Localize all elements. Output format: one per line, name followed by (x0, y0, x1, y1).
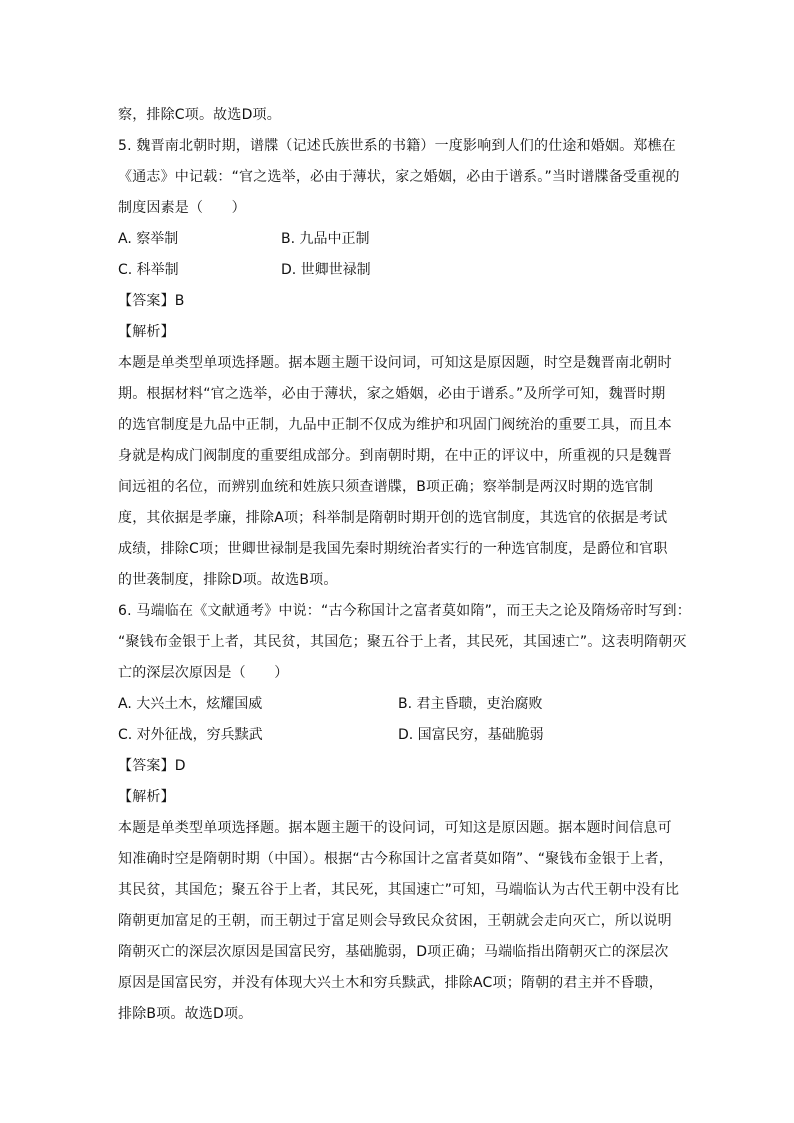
question-6-stem-line-2: “聚钱布金银于上者，其民贫，其国危；聚五谷于上者，其民死，其国速亡”。这表明隋朝灭 (118, 634, 687, 650)
question-5-stem-line-2: 《通志》中记载：“官之选举，必由于薄状，家之婚姻，必由于谱系。”当时谱牒备受重视的 (118, 169, 680, 185)
analysis-line: 的选官制度是九品中正制，九品中正制不仅成为维护和巩固门阀统治的重要工具，而且本 (118, 417, 672, 433)
analysis-line: 其民贫，其国危；聚五谷于上者，其民死，其国速亡”可知，马端临认为古代王朝中没有比 (118, 882, 680, 898)
question-6-options-row-2 (118, 720, 678, 751)
option-a: A. 察举制 (118, 231, 179, 247)
question-5-analysis-label: 【解析】 (118, 324, 175, 340)
option-b: B. 九品中正制 (281, 231, 370, 247)
analysis-line: 期。根据材料“官之选举，必由于薄状，家之婚姻，必由于谱系。”及所学可知，魏晋时期 (118, 386, 666, 402)
analysis-line: 的世袭制度，排除D项。故选B项。 (118, 572, 338, 588)
question-5-stem-line-1: 5. 魏晋南北朝时期，谱牒（记述氏族世系的书籍）一度影响到人们的仕途和婚姻。郑樵在 (118, 138, 677, 154)
question-6-stem-line-1: 6. 马端临在《文献通考》中说：“古今称国计之富者莫如隋”，而王夫之论及隋炀帝时写到： (118, 603, 691, 619)
option-d: D. 世卿世禄制 (281, 262, 371, 278)
question-5 (118, 131, 678, 596)
option-d: D. 国富民穷，基础脆弱 (398, 727, 544, 743)
question-5-options-row-1 (118, 224, 678, 255)
analysis-line: 本题是单类型单项选择题。据本题主题干设问词，可知这是原因题，时空是魏晋南北朝时 (118, 355, 672, 371)
option-b: B. 君主昏聩，吏治腐败 (398, 696, 543, 712)
question-6-analysis-label: 【解析】 (118, 789, 175, 805)
document-page (118, 100, 691, 1030)
analysis-line: 身就是构成门阀制度的重要组成部分。到南朝时期，在中正的评议中，所重视的只是魏晋 (118, 448, 672, 464)
question-6 (118, 596, 691, 1030)
question-5-stem-line-3: 制度因素是（ ） (118, 200, 246, 216)
analysis-line: 本题是单类型单项选择题。据本题主题干的设问词，可知这是原因题。据本题时间信息可 (118, 820, 672, 836)
question-6-stem-line-3: 亡的深层次原因是（ ） (118, 665, 289, 681)
analysis-line: 排除B项。故选D项。 (118, 1006, 253, 1022)
question-6-answer: 【答案】D (118, 758, 186, 774)
analysis-line: 知准确时空是隋朝时期（中国）。根据“古今称国计之富者莫如隋”、“聚钱布金银于上者， (118, 851, 673, 867)
analysis-line: 隋朝更加富足的王朝，而王朝过于富足则会导致民众贫困，王朝就会走向灭亡，所以说明 (118, 913, 672, 929)
question-6-options-row-1 (118, 689, 678, 720)
analysis-line: 间远祖的名位，而辨别血统和姓族只须查谱牒，B项正确；察举制是两汉时期的选官制 (118, 479, 654, 495)
question-5-answer: 【答案】B (118, 293, 185, 309)
analysis-line: 原因是国富民穷，并没有体现大兴土木和穷兵黩武，排除AC项；隋朝的君主并不昏聩， (118, 975, 663, 991)
analysis-line: 成绩，排除C项；世卿世禄制是我国先秦时期统治者实行的一种选官制度，是爵位和官职 (118, 541, 668, 557)
analysis-line: 度，其依据是孝廉，排除A项；科举制是隋朝时期开创的选官制度，其选官的依据是考试 (118, 510, 668, 526)
option-a: A. 大兴土木，炫耀国威 (118, 696, 263, 712)
analysis-line: 隋朝灭亡的深层次原因是国富民穷，基础脆弱，D项正确；马端临指出隋朝灭亡的深层次 (118, 944, 669, 960)
option-c: C. 科举制 (118, 262, 179, 278)
option-c: C. 对外征战，穷兵黩武 (118, 727, 263, 743)
question-5-options-row-2 (118, 255, 678, 286)
previous-answer-tail: 察，排除C项。故选D项。 (118, 107, 281, 123)
